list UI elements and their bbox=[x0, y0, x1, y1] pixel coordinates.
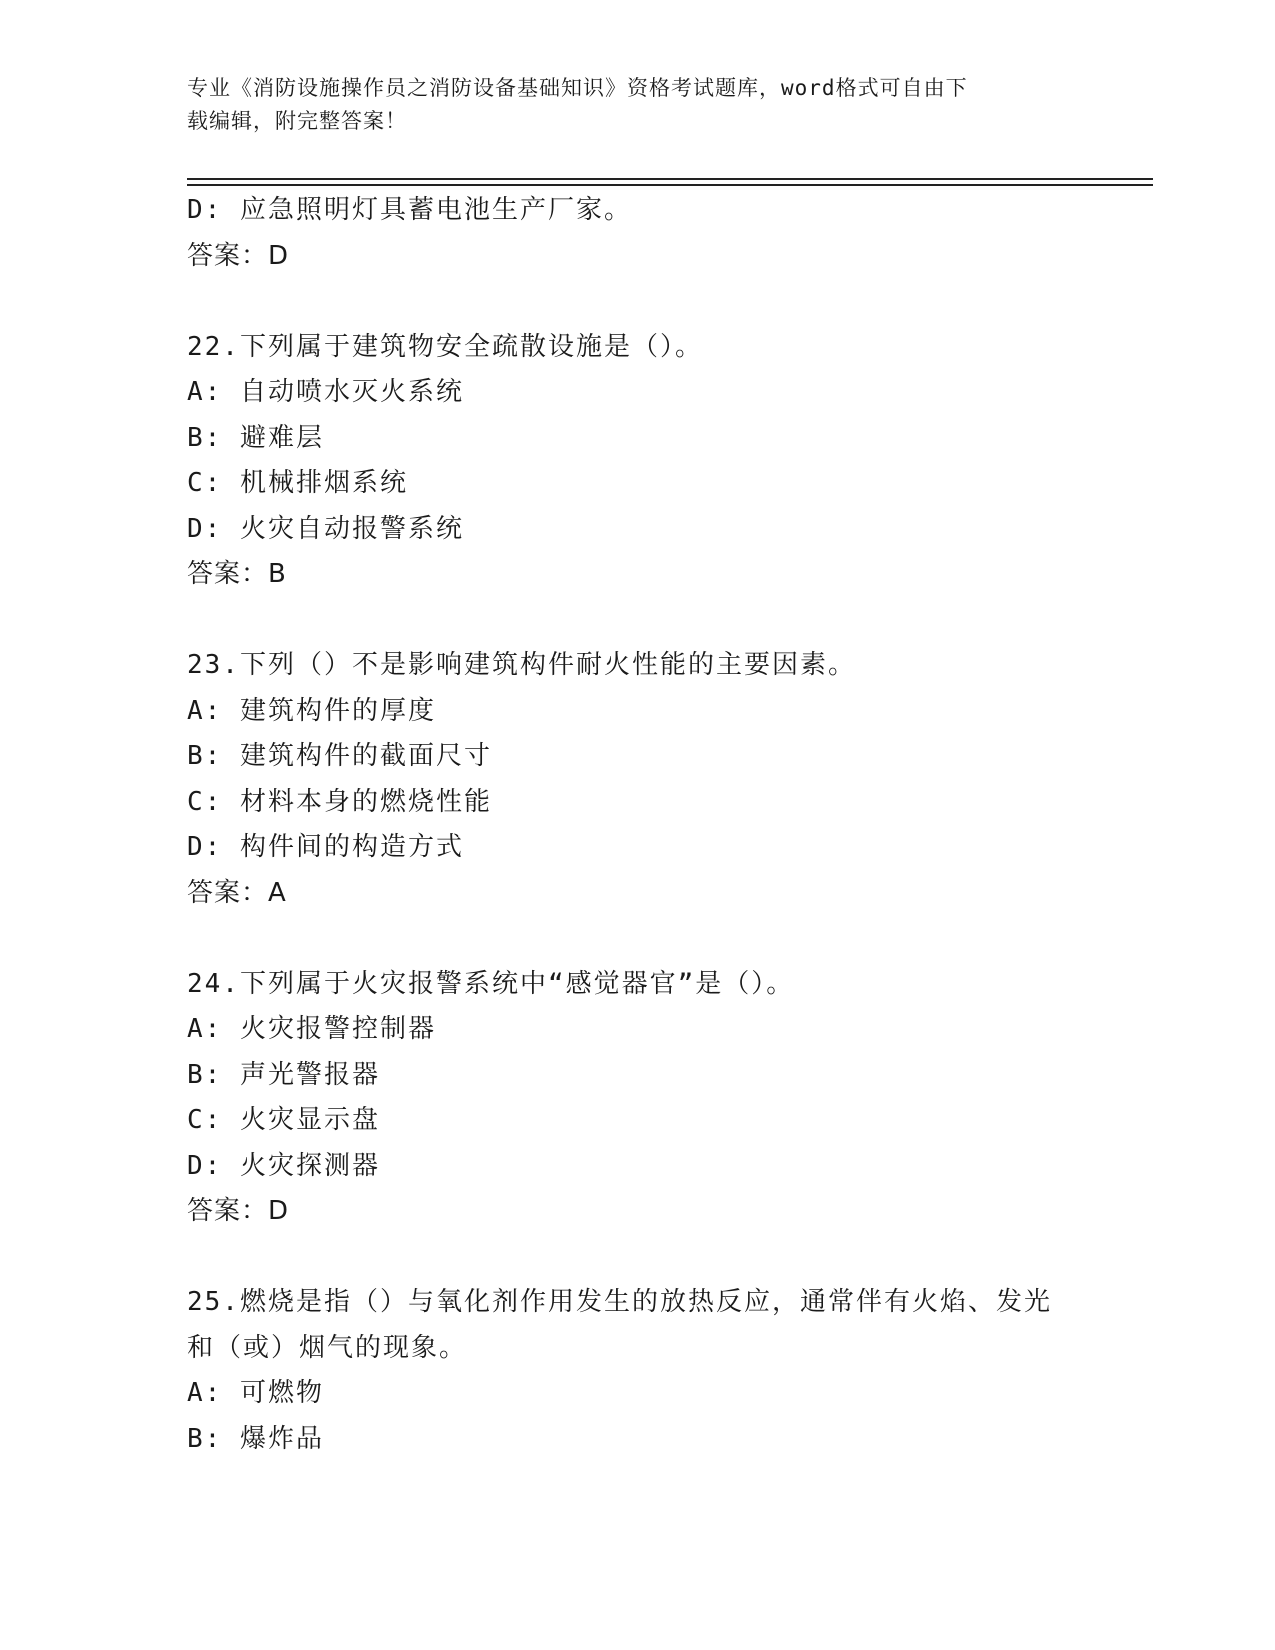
header-divider-bottom bbox=[187, 184, 1153, 186]
question-list bbox=[187, 188, 1087, 1462]
question-22 bbox=[187, 325, 1087, 598]
answer: 答案：B bbox=[187, 559, 287, 589]
option-a: A: 可燃物 bbox=[187, 1378, 324, 1408]
answer: 答案：D bbox=[187, 240, 290, 271]
option-d: D: 火灾探测器 bbox=[187, 1150, 380, 1181]
option-c: C: 材料本身的燃烧性能 bbox=[187, 786, 492, 817]
option-d: D: 应急照明灯具蓄电池生产厂家。 bbox=[187, 195, 632, 225]
option-a: A: 自动喷水灭火系统 bbox=[187, 377, 464, 407]
spacer bbox=[187, 1235, 1087, 1281]
option-d: D: 火灾自动报警系统 bbox=[187, 513, 464, 544]
option-a: A: 火灾报警控制器 bbox=[187, 1014, 436, 1044]
option-b: B: 声光警报器 bbox=[187, 1059, 380, 1090]
question-stem-line-1: 25.燃烧是指（）与氧化剂作用发生的放热反应，通常伴有火焰、发光 bbox=[187, 1287, 1052, 1317]
question-24 bbox=[187, 962, 1087, 1235]
option-c: C: 机械排烟系统 bbox=[187, 468, 408, 498]
question-23 bbox=[187, 643, 1087, 916]
answer: 答案：A bbox=[187, 877, 287, 908]
document-header bbox=[187, 72, 1087, 138]
spacer bbox=[187, 279, 1087, 325]
option-b: B: 建筑构件的截面尺寸 bbox=[187, 741, 492, 771]
question-21-tail bbox=[187, 188, 1087, 279]
header-line-1: 专业《消防设施操作员之消防设备基础知识》资格考试题库，word格式可自由下 bbox=[187, 76, 968, 100]
spacer bbox=[187, 916, 1087, 962]
option-b: B: 避难层 bbox=[187, 422, 324, 453]
header-divider-top bbox=[187, 178, 1153, 180]
question-stem: 24.下列属于火灾报警系统中“感觉器官”是（）。 bbox=[187, 968, 795, 999]
question-stem: 22.下列属于建筑物安全疏散设施是（）。 bbox=[187, 331, 703, 362]
option-a: A: 建筑构件的厚度 bbox=[187, 695, 436, 726]
header-line-2: 载编辑，附完整答案！ bbox=[187, 109, 407, 133]
question-stem: 23.下列（）不是影响建筑构件耐火性能的主要因素。 bbox=[187, 650, 856, 680]
answer: 答案：D bbox=[187, 1196, 290, 1226]
question-stem-line-2: 和（或）烟气的现象。 bbox=[187, 1332, 468, 1363]
spacer bbox=[187, 598, 1087, 644]
option-d: D: 构件间的构造方式 bbox=[187, 832, 464, 862]
option-c: C: 火灾显示盘 bbox=[187, 1105, 380, 1135]
question-25 bbox=[187, 1280, 1087, 1462]
option-b: B: 爆炸品 bbox=[187, 1423, 324, 1454]
